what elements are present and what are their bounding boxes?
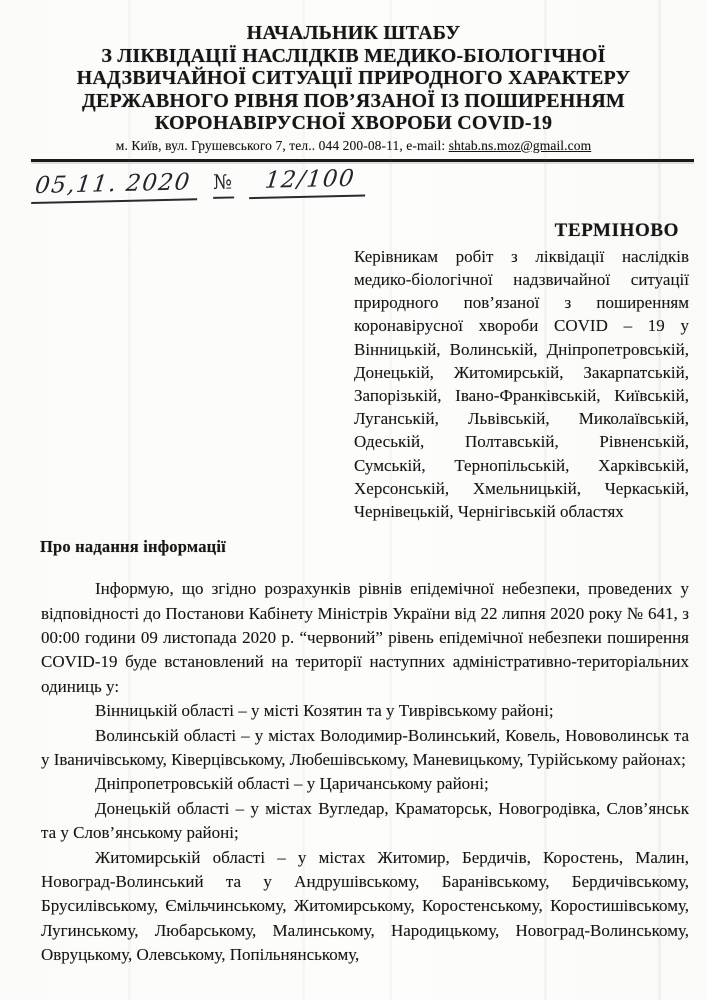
letterhead-contact-line	[0, 138, 707, 154]
body-intro-paragraph: Інформую, що згідно розрахунків рівнів епідемічної небезпеки, проведених у відповідності до Постанови Кабінету Міністрів України від 22 липня 2020 року № 641, з 00:00 години 09 листопада 2020 р. “червоний” рівень епідемічної небезпеки поширення COVID-19 буде встановлений на території наступних адміністративно-територіальних одиниць у:	[41, 579, 689, 696]
addressee-block	[354, 219, 689, 524]
handwritten-doc-number: 12/100	[249, 165, 369, 199]
region-list-item: Дніпропетровській області – у Царичанському районі;	[95, 774, 489, 794]
contact-email: shtab.ns.moz@gmail.com	[448, 137, 592, 153]
subject-line: Про надання інформації	[40, 537, 226, 557]
addressee-text: Керівникам робіт з ліквідації наслідків медико-біологічної надзвичайної ситуації природного пов’язаної з поширенням коронавірусної хвороби COVID – 19 у Вінницькій, Волинській, Дніпропетровській, Донецькій, Житомирській, Закарпатській, Запорізькій, Івано-Франківській, Київській, Луганській, Львівській, Миколаївській, Одеській, Полтавській, Рівненській, Сумській, Тернопільській, Харківській, Херсонській, Хмельницькій, Черкаській, Чернівецькій, Чернігівській областях	[354, 246, 689, 521]
letterhead-title-line-1: НАЧАЛЬНИК ШТАБУ	[246, 22, 461, 44]
handwritten-date: 05,11. 2020	[31, 169, 200, 204]
letterhead-title-line-2: З ЛІКВІДАЦІЇ НАСЛІДКІВ МЕДИКО-БІОЛОГІЧНОЇ	[101, 44, 606, 67]
letterhead	[0, 0, 707, 154]
region-list-item: Житомирській області – у містах Житомир, Бердичів, Коростень, Малин, Новоград-Волинський та у Андрушівському, Баранівському, Бердичівському, Брусилівському, Ємільчинському, Житомирському, Коростенському, Коростишівському, Лугинському, Любарському, Малинському, Народицькому, Новоград-Волинському, Овруцькому, Олевському, Попільнянському,	[41, 847, 689, 965]
letterhead-title-line-4: ДЕРЖАВНОГО РІВНЯ ПОВ’ЯЗАНОЇ ІЗ ПОШИРЕННЯМ	[81, 89, 626, 112]
letterhead-title-line-5: КОРОНАВІРУСНОЇ ХВОРОБИ COVID-19	[154, 112, 553, 134]
letter-body	[41, 577, 689, 968]
numero-sign: №	[213, 169, 234, 198]
letterhead-title-line-3: НАДЗВИЧАЙНОЇ СИТУАЦІЇ ПРИРОДНОГО ХАРАКТЕРУ	[76, 67, 631, 89]
contact-address-phone: м. Київ, вул. Грушевського 7, тел.. 044 200-08-11, e-mail:	[115, 137, 449, 153]
region-list-item: Донецькій області – у містах Вугледар, Краматорськ, Новогродівка, Слов’янськ та у Слов’янському районі;	[41, 798, 689, 843]
region-list-item: Волинській області – у містах Володимир-Волинський, Ковель, Нововолинськ та у Іваничівському, Ківерцівському, Любешівському, Маневицькому, Турійському районах;	[41, 725, 689, 769]
urgency-label: ТЕРМІНОВО	[554, 219, 679, 241]
region-list-item: Вінницькій області – у місті Козятин та у Тиврівському районі;	[95, 701, 554, 721]
handwritten-reference-line	[33, 157, 707, 212]
